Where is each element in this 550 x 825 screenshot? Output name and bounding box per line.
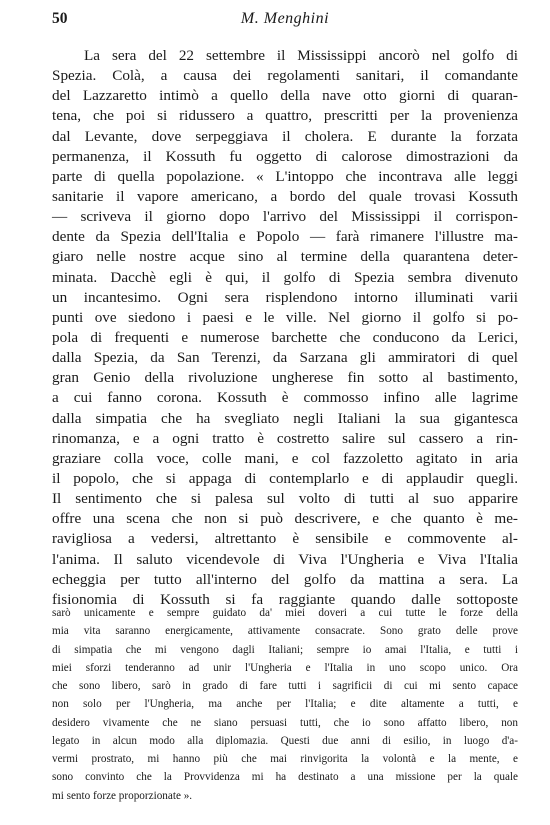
body-line: giaro nelle nostre acque sino al termine della quarantena deter-: [52, 248, 518, 266]
running-head: [52, 10, 518, 32]
body-line: dal Levante, dove serpeggiava il cholera. E durante la forzata: [52, 127, 518, 145]
page-number: 50: [52, 10, 68, 27]
running-title: M. Menghini: [240, 10, 330, 27]
body-line: dalla Spezia, da San Terenzi, da Sarzana gli ammiratori di quel: [52, 349, 518, 367]
body-line: minata. Dacchè egli è qui, il golfo di Spezia sembra divenuto: [52, 268, 518, 286]
body-line: ravigliosa a vedersi, altrettanto è sensibile e commovente al-: [52, 530, 518, 548]
body-line: echeggia per tutto all'interno del golfo da mattina a sera. La: [52, 570, 518, 588]
body-line: parte di quella popolazione. « L'intoppo che incontrava alle leggi: [52, 167, 518, 185]
body-line: permanenza, il Kossuth fu oggetto di calorose dimostrazioni da: [52, 147, 518, 165]
footnote-line: di simpatia che mi vengono dagli Italiani; sempre io amai l'Italia, e tutti i: [52, 643, 518, 656]
footnote-line: sono convinto che la Provvidenza mi ha destinato a una missione per la quale: [52, 771, 518, 784]
body-line: La sera del 22 settembre il Mississippi ancorò nel golfo di: [84, 47, 518, 64]
body-line: tena, che poi si ridussero a quattro, prescritti per la provenienza: [52, 107, 518, 125]
footnote-line: desidero vivamente che ne siano persuasi tutti, che io sono affatto libero, non: [52, 716, 518, 729]
body-line: a cui fanno corona. Kossuth è commosso infino alle lagrime: [52, 389, 518, 407]
body-line: un incantesimo. Ogni sera risplendono intorno illuminati varii: [52, 288, 518, 306]
body-line: Spezia. Colà, a causa dei regolamenti sanitari, il comandante: [52, 67, 518, 85]
body-line: pola di frequenti e numerose barchette che conducono da Lerici,: [52, 328, 518, 346]
footnote-line: legato in alcun modo alla diplomazia. Questi due anni di esilio, in luogo d'a-: [52, 734, 518, 747]
body-line: fisionomia di Kossuth si fa raggiante quando dalle sottoposte: [52, 590, 518, 608]
footnote-line: non solo per l'Ungheria, ma anche per l'Italia; e dite altamente a tutti, e: [52, 698, 518, 711]
footnote: [52, 604, 518, 805]
footnote-line: miei sforzi tenderanno ad unir l'Ungheria e l'Italia in uno scopo unico. Ora: [52, 661, 518, 674]
body-paragraph: [52, 46, 518, 610]
body-line: — scriveva il giorno dopo l'arrivo del Mississippi il corrispon-: [52, 208, 518, 226]
body-line: il popolo, che si appaga di contemplarlo e di applaudir quegli.: [52, 469, 518, 487]
footnote-line: mia vita saranno energicamente, attivamente consacrate. Sono grato delle prove: [52, 625, 518, 638]
footnote-line: vermi prostrato, mi hanno più che mai rinvigorita la volontà e la mente, e: [52, 753, 518, 765]
body-line: sanitarie il vapore americano, a bordo del quale trovasi Kossuth: [52, 187, 518, 205]
body-line: Il sentimento che si palesa sul volto di tutti al suo apparire: [52, 490, 518, 508]
body-line: dente da Spezia dell'Italia e Popolo — farà rimanere l'illustre ma-: [52, 228, 518, 246]
body-line: graziare colla voce, colle mani, e col fazzoletto agitato in aria: [52, 449, 518, 467]
footnote-line: mi sento forze proporzionate ».: [52, 789, 193, 802]
body-line: rinomanza, e a ogni tratto è costretto salire sul cassero a rin-: [52, 429, 518, 447]
body-line: l'anima. Il saluto vicendevole di Viva l'Ungheria e Viva l'Italia: [52, 550, 518, 568]
body-line: dalla simpatia che ha svegliato negli Italiani la sua gigantesca: [52, 409, 518, 427]
footnote-line: sarò unicamente e sempre guidato da' miei doveri a cui tutte le forze della: [52, 607, 518, 619]
footnote-line: che sono libero, sarò in grado di fare tutti i sagrificii di cui mi sento capace: [52, 680, 518, 692]
body-line: punti ove siedono i paesi e le ville. Nel giorno il golfo si po-: [52, 308, 518, 326]
body-line: offre una scena che non si può descrivere, e che quanto è me-: [52, 510, 518, 528]
body-line: del Lazzaretto intimò a quello della nave otto giorni di quaran-: [52, 87, 518, 105]
body-line: gran Genio della rivoluzione ungherese fin sotto al bastimento,: [52, 369, 518, 387]
